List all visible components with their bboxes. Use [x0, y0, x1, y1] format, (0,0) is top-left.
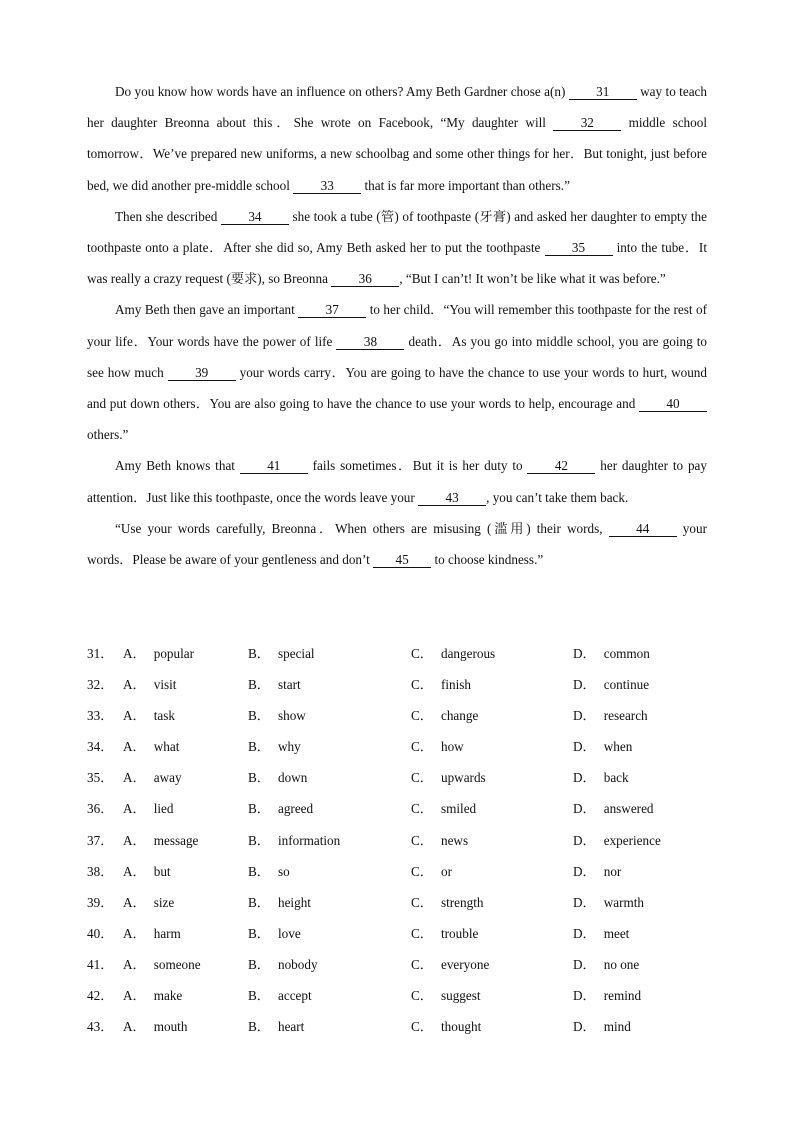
blank-38: 38: [336, 335, 404, 350]
passage-paragraph-1: [87, 76, 707, 201]
option-c: [411, 731, 464, 762]
option-text: meet: [603, 925, 630, 941]
question-number: 42．: [87, 988, 114, 1004]
option-text: finish: [440, 677, 472, 693]
option-text: upwards: [440, 770, 486, 786]
option-text: continue: [603, 677, 650, 693]
option-text: someone: [153, 956, 201, 972]
option-a: [123, 918, 181, 949]
option-d: [573, 949, 639, 980]
option-a: [123, 669, 176, 700]
option-b: [248, 887, 311, 918]
option-c: [411, 762, 486, 793]
option-b: [248, 980, 312, 1011]
option-letter: C．: [411, 708, 433, 724]
option-a: [123, 949, 201, 980]
option-text: lied: [153, 801, 174, 817]
option-a: [123, 638, 194, 669]
option-text: trouble: [440, 925, 479, 941]
passage-paragraph-5: [87, 513, 707, 575]
blank-33: 33: [293, 179, 361, 194]
option-b: [248, 918, 301, 949]
question-row-39: [87, 887, 727, 918]
question-row-40: [87, 918, 727, 949]
option-b: [248, 1011, 304, 1042]
option-letter: D．: [573, 770, 596, 786]
question-row-42: [87, 980, 727, 1011]
option-letter: A．: [123, 677, 146, 693]
option-text: common: [603, 646, 650, 661]
option-letter: A．: [123, 863, 146, 879]
option-text: popular: [153, 646, 195, 661]
option-letter: C．: [411, 988, 433, 1004]
question-row-35: [87, 762, 727, 793]
option-letter: A．: [123, 1019, 146, 1035]
option-text: special: [277, 646, 315, 661]
passage-paragraph-4: [87, 450, 707, 512]
passage-text: Then she described: [115, 208, 221, 224]
question-number: 34．: [87, 739, 114, 755]
option-c: [411, 856, 452, 887]
option-letter: D．: [573, 646, 596, 661]
option-text: research: [603, 708, 648, 724]
question-number: 33．: [87, 708, 114, 724]
question-row-37: [87, 825, 727, 856]
question-number: 39．: [87, 894, 114, 910]
option-text: mouth: [153, 1019, 188, 1035]
option-c: [411, 949, 489, 980]
passage-text: she took a tube (管) of toothpaste (牙膏) and asked her daughter to empty the toothpaste onto a plate．After she did so, Amy Beth asked her to put the toothpaste: [87, 208, 707, 256]
option-letter: B．: [248, 1019, 270, 1035]
option-text: love: [277, 925, 301, 941]
option-letter: A．: [123, 894, 146, 910]
option-text: down: [277, 770, 308, 786]
option-letter: D．: [573, 739, 596, 755]
option-text: experience: [603, 832, 661, 848]
option-letter: C．: [411, 925, 433, 941]
option-letter: D．: [573, 925, 596, 941]
option-d: [573, 887, 644, 918]
passage-text: fails sometimes．But it is her duty to: [307, 458, 528, 474]
option-letter: A．: [123, 956, 146, 972]
option-text: size: [153, 894, 175, 910]
option-text: mind: [603, 1019, 631, 1035]
option-text: make: [153, 988, 183, 1004]
passage-text: Do you know how words have an influence on others? Amy Beth Gardner chose a(n): [115, 84, 569, 99]
option-c: [411, 980, 481, 1011]
question-row-38: [87, 856, 727, 887]
option-a: [123, 700, 175, 731]
option-text: thought: [440, 1019, 482, 1035]
option-a: [123, 856, 171, 887]
passage-text: that is far more important than others.”: [361, 177, 570, 193]
option-letter: B．: [248, 894, 270, 910]
passage-text: middle school tomorrow．We’ve prepared new uniforms, a new schoolbag and some other things for her．But tonight, just before bed, we did another pre-middle school: [87, 115, 707, 193]
option-letter: B．: [248, 801, 270, 817]
blank-40: 40: [639, 397, 707, 412]
question-number: 32．: [87, 677, 114, 693]
option-letter: D．: [573, 801, 596, 817]
option-text: harm: [153, 925, 181, 941]
option-b: [248, 638, 315, 669]
blank-35: 35: [545, 241, 613, 256]
passage-text: Amy Beth then gave an important: [115, 302, 299, 318]
option-d: [573, 1011, 631, 1042]
cloze-passage: [87, 76, 707, 575]
blank-42: 42: [527, 459, 595, 474]
passage-text: , “But I can’t! It won’t be like what it was before.”: [399, 271, 666, 287]
option-c: [411, 1011, 481, 1042]
option-c: [411, 669, 471, 700]
option-letter: D．: [573, 677, 596, 693]
option-b: [248, 731, 301, 762]
option-text: no one: [603, 956, 640, 972]
option-letter: A．: [123, 739, 146, 755]
option-text: nobody: [277, 956, 318, 972]
option-text: away: [153, 770, 182, 786]
option-text: accept: [277, 988, 312, 1004]
option-letter: B．: [248, 925, 270, 941]
option-a: [123, 980, 182, 1011]
option-text: smiled: [440, 801, 477, 817]
question-number: 43．: [87, 1019, 114, 1035]
passage-text: to choose kindness.”: [431, 552, 544, 568]
question-number: 35．: [87, 770, 114, 786]
option-text: visit: [153, 677, 177, 693]
passage-text: , you can’t take them back.: [486, 489, 629, 505]
passage-text: others.”: [87, 427, 129, 443]
question-row-34: [87, 731, 727, 762]
option-text: nor: [603, 863, 622, 879]
blank-37: 37: [298, 303, 366, 318]
option-d: [573, 856, 621, 887]
option-letter: A．: [123, 925, 146, 941]
blank-44: 44: [609, 522, 677, 537]
option-c: [411, 918, 478, 949]
option-text: strength: [440, 894, 484, 910]
passage-text: your words．Please be aware of your gentleness and don’t: [87, 520, 707, 568]
option-a: [123, 793, 174, 824]
option-d: [573, 762, 629, 793]
option-text: height: [277, 894, 311, 910]
option-text: everyone: [440, 956, 490, 972]
option-letter: B．: [248, 646, 270, 661]
option-letter: B．: [248, 708, 270, 724]
option-c: [411, 887, 483, 918]
option-text: back: [603, 770, 629, 786]
option-letter: A．: [123, 646, 146, 661]
option-a: [123, 762, 182, 793]
option-d: [573, 980, 641, 1011]
question-row-41: [87, 949, 727, 980]
option-text: change: [440, 708, 479, 724]
option-letter: A．: [123, 832, 146, 848]
option-letter: C．: [411, 832, 433, 848]
blank-31: 31: [569, 85, 637, 100]
option-letter: C．: [411, 646, 433, 661]
option-letter: B．: [248, 956, 270, 972]
passage-text: Amy Beth knows that: [115, 458, 240, 474]
option-letter: C．: [411, 770, 433, 786]
option-letter: D．: [573, 708, 596, 724]
option-letter: D．: [573, 863, 596, 879]
option-b: [248, 669, 301, 700]
question-number: 41．: [87, 956, 114, 972]
option-text: heart: [277, 1019, 305, 1035]
blank-43: 43: [418, 491, 486, 506]
option-d: [573, 731, 632, 762]
option-text: remind: [603, 988, 642, 1004]
option-letter: C．: [411, 677, 433, 693]
option-text: agreed: [277, 801, 314, 817]
blank-34: 34: [221, 210, 289, 225]
option-b: [248, 949, 318, 980]
passage-paragraph-2: [87, 201, 707, 295]
option-d: [573, 638, 650, 669]
option-d: [573, 825, 661, 856]
option-b: [248, 856, 290, 887]
blank-41: 41: [240, 459, 308, 474]
option-letter: D．: [573, 894, 596, 910]
option-letter: C．: [411, 801, 433, 817]
option-text: task: [153, 708, 175, 724]
passage-text: into the tube．It was really a crazy request (要求), so Breonna: [87, 240, 707, 287]
option-text: suggest: [440, 988, 481, 1004]
question-number: 36．: [87, 801, 114, 817]
passage-paragraph-3: [87, 294, 707, 450]
option-letter: D．: [573, 956, 596, 972]
option-c: [411, 700, 478, 731]
option-text: why: [277, 739, 301, 755]
option-letter: C．: [411, 956, 433, 972]
question-row-36: [87, 793, 727, 824]
option-a: [123, 731, 179, 762]
option-c: [411, 825, 468, 856]
option-text: information: [277, 832, 341, 848]
option-d: [573, 918, 629, 949]
option-d: [573, 669, 649, 700]
option-b: [248, 793, 313, 824]
option-letter: B．: [248, 832, 270, 848]
blank-32: 32: [553, 116, 621, 131]
question-row-43: [87, 1011, 727, 1042]
option-b: [248, 825, 340, 856]
question-number: 40．: [87, 925, 114, 941]
option-letter: A．: [123, 708, 146, 724]
question-number: 37．: [87, 832, 114, 848]
option-b: [248, 762, 307, 793]
option-text: show: [277, 708, 306, 724]
option-text: but: [153, 863, 171, 879]
passage-text: your words carry．You are going to have the chance to use your words to hurt, wound and put down others．You are also going to have the chance to use your words to help, encourage and: [87, 364, 707, 412]
option-letter: B．: [248, 739, 270, 755]
option-a: [123, 825, 198, 856]
option-a: [123, 887, 174, 918]
passage-text: her daughter to pay attention．Just like this toothpaste, once the words leave your: [87, 458, 707, 505]
blank-45: 45: [373, 553, 431, 568]
option-letter: C．: [411, 1019, 433, 1035]
option-text: dangerous: [440, 646, 496, 661]
option-d: [573, 700, 648, 731]
option-text: start: [277, 677, 301, 693]
option-letter: D．: [573, 832, 596, 848]
option-letter: B．: [248, 863, 270, 879]
option-letter: C．: [411, 863, 433, 879]
option-letter: C．: [411, 739, 433, 755]
option-letter: A．: [123, 801, 146, 817]
option-letter: B．: [248, 770, 270, 786]
option-letter: C．: [411, 894, 433, 910]
option-text: how: [440, 739, 464, 755]
question-number: 38．: [87, 863, 114, 879]
option-text: what: [153, 739, 180, 755]
option-text: or: [440, 863, 452, 879]
option-b: [248, 700, 306, 731]
option-text: news: [440, 832, 469, 848]
option-letter: D．: [573, 988, 596, 1004]
option-c: [411, 793, 476, 824]
passage-text: way to teach her daughter Breonna about this．She wrote on Facebook, “My daughter will: [87, 84, 707, 131]
question-row-33: [87, 700, 727, 731]
option-d: [573, 793, 654, 824]
option-text: message: [153, 832, 199, 848]
passage-text: “Use your words carefully, Breonna．When others are misusing (滥用) their words,: [115, 520, 609, 536]
option-letter: A．: [123, 988, 146, 1004]
passage-text: to her child．“You will remember this toothpaste for the rest of your life．Your words have the power of life: [87, 302, 708, 349]
option-text: answered: [603, 801, 654, 817]
option-letter: B．: [248, 988, 270, 1004]
blank-36: 36: [331, 272, 399, 287]
question-row-32: [87, 669, 727, 700]
option-letter: B．: [248, 677, 270, 693]
option-c: [411, 638, 495, 669]
option-letter: D．: [573, 1019, 596, 1035]
answer-options: [87, 638, 727, 1042]
blank-39: 39: [168, 366, 236, 381]
option-a: [123, 1011, 187, 1042]
option-text: so: [277, 863, 290, 879]
option-letter: A．: [123, 770, 146, 786]
option-text: when: [603, 739, 633, 755]
option-text: warmth: [603, 894, 645, 910]
passage-text: death．As you go into middle school, you are going to see how much: [87, 333, 707, 380]
question-number: 31．: [87, 646, 114, 661]
question-row-31: [87, 638, 727, 669]
